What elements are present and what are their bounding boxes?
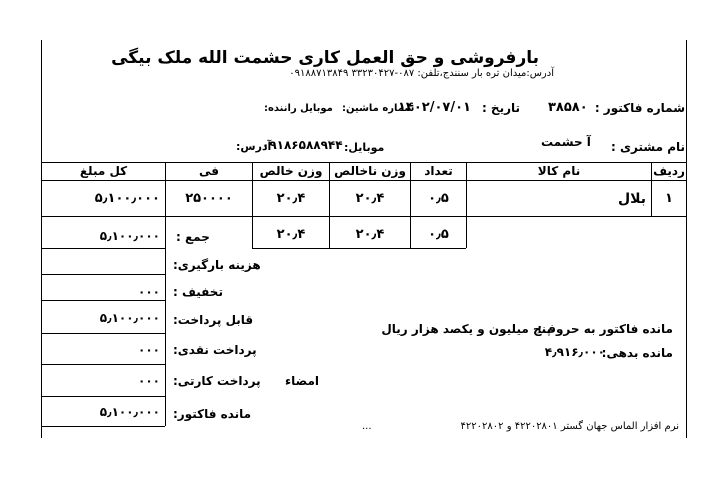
remaining-label: مانده فاکتور: <box>173 407 252 421</box>
plate-label: شماره ماشین: <box>342 103 415 114</box>
total-gross: ۲۰٫۴ <box>355 227 385 242</box>
dots: ... <box>362 421 372 432</box>
debt-label: مانده بدهی: <box>601 346 673 360</box>
summary-line <box>41 300 165 301</box>
table-row-fee: ۲۵۰۰۰۰ <box>185 191 233 206</box>
customer-mobile-label: موبایل: <box>344 141 385 154</box>
customer-name-label: نام مشتری : <box>611 140 685 154</box>
page-title: بارفروشی و حق العمل کاری حشمت الله ملک بیگی <box>111 48 539 68</box>
summary-line <box>41 364 165 365</box>
card-label: پرداخت کارتی: <box>173 374 261 388</box>
debt-value: ۴٫۹۱۶٫۰۰۰ <box>544 345 605 359</box>
payable-value: ۵٫۱۰۰٫۰۰۰ <box>99 311 160 325</box>
invoice-number-label: شماره فاکتور : <box>594 101 685 115</box>
table-row-net: ۲۰٫۴ <box>276 191 306 206</box>
sum-label: جمع : <box>176 230 210 244</box>
signature-label: امضاء <box>285 374 320 388</box>
amount-in-words-label: مانده فاکتور به حروف: <box>537 322 673 336</box>
cash-label: پرداخت نقدی: <box>173 343 257 357</box>
invoice-number-value: ۳۸۵۸۰ <box>548 100 588 115</box>
table-bottom-line <box>41 216 686 217</box>
summary-sep <box>165 216 166 426</box>
address-line: آدرس:میدان تره بار سنندج،تلفن: ۰۸۷-۳۳۲۳۰۴۲۷ ۰۹۱۸۸۷۱۳۸۴۹ <box>289 68 554 79</box>
page-right-edge <box>686 40 687 438</box>
remaining-value: ۵٫۱۰۰٫۰۰۰ <box>99 405 160 419</box>
total-net: ۲۰٫۴ <box>276 227 306 242</box>
freight-label: هزینه بارگیری: <box>173 258 261 272</box>
summary-line <box>41 274 165 275</box>
summary-line <box>41 333 165 334</box>
totals-right-edge <box>466 216 467 248</box>
software-footer: نرم افزار الماس جهان گستر ۴۲۲۰۲۸۰۱ و ۴۲۲۰۲۸۰۲ <box>460 421 679 432</box>
table-row-gross: ۲۰٫۴ <box>355 191 385 206</box>
th-net: وزن خالص <box>259 164 323 178</box>
customer-name-value: آ حشمت <box>541 135 591 149</box>
summary-line <box>41 396 165 397</box>
table-header-line <box>41 180 686 181</box>
amount-in-words-value: پنج میلیون و یکصد هزار ریال <box>381 322 551 336</box>
driver-mobile-label: موبایل راننده: <box>264 103 333 114</box>
discount-value: ۰۰۰ <box>138 285 160 299</box>
table-row-total: ۵٫۱۰۰٫۰۰۰ <box>94 191 160 206</box>
th-row: ردیف <box>653 164 685 178</box>
th-total: کل مبلغ <box>79 164 128 178</box>
invoice-date-label: تاریخ : <box>481 101 520 115</box>
totals-bottom-line <box>252 248 466 249</box>
table-row-index: ۱ <box>665 191 673 206</box>
th-item: نام کالا <box>537 164 581 178</box>
th-fee: فی <box>199 164 219 178</box>
invoice-date-value: ۱۴۰۲/۰۷/۰۱ <box>398 100 471 115</box>
page-left-edge <box>41 40 42 438</box>
th-count: تعداد <box>424 164 453 178</box>
card-value: ۰۰۰ <box>138 374 160 388</box>
customer-mobile-value: ۰۹۱۸۶۵۸۸۹۴۴ <box>262 138 343 152</box>
summary-line <box>41 248 165 249</box>
table-row-item: بلال <box>617 191 646 207</box>
customer-address-label: آدرس: <box>236 140 272 153</box>
cash-value: ۰۰۰ <box>138 343 160 357</box>
summary-line <box>41 426 165 427</box>
table-row-count: ۰٫۵ <box>428 191 449 206</box>
table-top-line <box>41 162 686 163</box>
th-gross: وزن ناخالص <box>334 164 406 178</box>
sum-value: ۵٫۱۰۰٫۰۰۰ <box>99 229 160 243</box>
discount-label: تخفیف : <box>173 285 223 299</box>
total-count: ۰٫۵ <box>428 227 449 242</box>
payable-label: قابل پرداخت: <box>173 313 254 327</box>
